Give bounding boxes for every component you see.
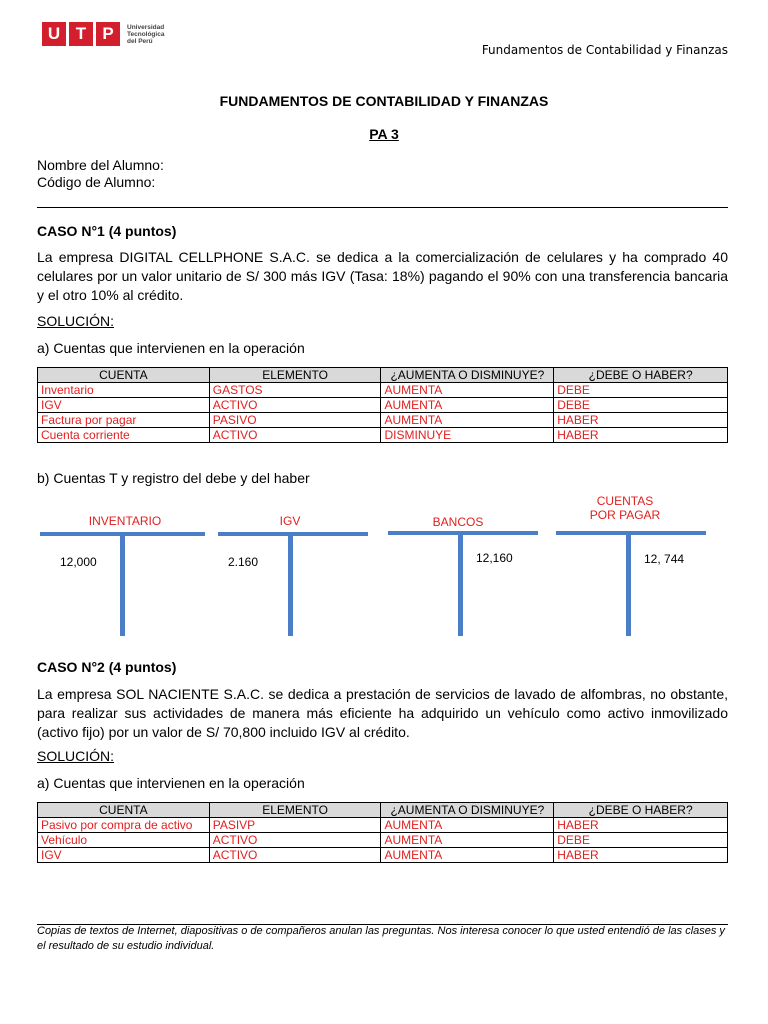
table-row <box>38 383 728 398</box>
case1-accounts-table <box>37 367 728 443</box>
cell-aumenta: AUMENTA <box>381 848 554 863</box>
document-subtitle: PA 3 <box>369 126 399 142</box>
cell-elemento: PASIVO <box>209 413 381 428</box>
t-account-bar <box>388 531 538 535</box>
table-row <box>38 428 728 443</box>
header-cuenta: CUENTA <box>38 368 210 383</box>
cell-aumenta: AUMENTA <box>381 383 554 398</box>
cell-elemento: ACTIVO <box>209 428 381 443</box>
case1-part-a: a) Cuentas que intervienen en la operación <box>37 340 305 356</box>
case2-solution-label: SOLUCIÓN: <box>37 748 115 764</box>
t-account-debit-value: 2.160 <box>228 555 259 569</box>
cell-debe-haber: DEBE <box>554 833 728 848</box>
document-title: FUNDAMENTOS DE CONTABILIDAD Y FINANZAS <box>219 93 549 109</box>
cell-aumenta: AUMENTA <box>381 818 554 833</box>
divider <box>37 207 728 208</box>
table-header-row <box>38 803 728 818</box>
case1-text: La empresa DIGITAL CELLPHONE S.A.C. se dedica a la comercialización de celulares y ha comprado 40 celulares por un valor unitario de S/ 300 más IGV (Tasa: 18%) pagando el 90% con una transferencia bancaria y el otro 10% al crédito. <box>37 249 728 303</box>
header-cuenta: CUENTA <box>38 803 210 818</box>
case2-part-a: a) Cuentas que intervienen en la operación <box>37 775 305 791</box>
cell-cuenta: Pasivo por compra de activo <box>38 818 210 833</box>
cell-cuenta: Inventario <box>38 383 210 398</box>
t-account-stem <box>288 532 293 636</box>
case2-title: CASO N°2 (4 puntos) <box>37 659 177 675</box>
cell-elemento: ACTIVO <box>209 398 381 413</box>
t-account-bar <box>556 531 706 535</box>
cell-debe-haber: HABER <box>554 413 728 428</box>
t-account-debit-value: 12,000 <box>60 555 97 569</box>
header-aumenta: ¿AUMENTA O DISMINUYE? <box>381 803 554 818</box>
logo-letter-t: T <box>69 22 93 46</box>
cell-cuenta: Cuenta corriente <box>38 428 210 443</box>
utp-logo <box>42 22 164 46</box>
cell-aumenta: AUMENTA <box>381 833 554 848</box>
t-account-credit-value: 12, 744 <box>644 552 685 566</box>
table-row <box>38 398 728 413</box>
case2-text: La empresa SOL NACIENTE S.A.C. se dedica a prestación de servicios de lavado de alfombras, no obstante, para realizar sus actividades de manera más eficiente ha adquirido un vehículo como activo inmovilizado (activo fijo) por un valor de S/ 70,800 incluido IGV al crédito. <box>37 686 728 740</box>
t-account-title: IGV <box>279 514 301 528</box>
cell-elemento: PASIVP <box>209 818 381 833</box>
case2-accounts-table <box>37 802 728 863</box>
header-elemento: ELEMENTO <box>209 803 381 818</box>
t-account-title: BANCOS <box>432 515 484 529</box>
table-row <box>38 413 728 428</box>
case1-title: CASO N°1 (4 puntos) <box>37 223 177 239</box>
t-account-stem <box>626 531 631 636</box>
cell-elemento: GASTOS <box>209 383 381 398</box>
header-debe-haber: ¿DEBE O HABER? <box>554 368 728 383</box>
table-header-row <box>38 368 728 383</box>
logo-letter-u: U <box>42 22 66 46</box>
table-row <box>38 833 728 848</box>
logo-letter-p: P <box>96 22 120 46</box>
cell-elemento: ACTIVO <box>209 848 381 863</box>
case1-part-b: b) Cuentas T y registro del debe y del haber <box>37 470 310 486</box>
cell-debe-haber: HABER <box>554 818 728 833</box>
student-name-label: Nombre del Alumno: <box>37 157 164 173</box>
footer-note: Copias de textos de Internet, diapositivas o de compañeros anulan las preguntas. Nos interesa conocer lo que usted entendió de las clases y el resultado de su estudio individual. <box>37 925 725 952</box>
cell-debe-haber: HABER <box>554 428 728 443</box>
t-account-stem <box>458 531 463 636</box>
cell-cuenta: IGV <box>38 848 210 863</box>
cell-debe-haber: DEBE <box>554 383 728 398</box>
t-account-stem <box>120 532 125 636</box>
case1-solution-label: SOLUCIÓN: <box>37 313 115 329</box>
t-account-bar <box>218 532 368 536</box>
cell-debe-haber: DEBE <box>554 398 728 413</box>
header-elemento: ELEMENTO <box>209 368 381 383</box>
cell-cuenta: Factura por pagar <box>38 413 210 428</box>
cell-aumenta: DISMINUYE <box>381 428 554 443</box>
t-account-credit-value: 12,160 <box>476 551 513 565</box>
t-account-title: CUENTAS POR PAGAR <box>589 494 661 522</box>
logo-text: Universidad Tecnológica del Perú <box>127 23 165 45</box>
cell-cuenta: Vehículo <box>38 833 210 848</box>
table-row <box>38 848 728 863</box>
header-aumenta: ¿AUMENTA O DISMINUYE? <box>381 368 554 383</box>
course-header: Fundamentos de Contabilidad y Finanzas <box>481 43 728 57</box>
t-account-title: INVENTARIO <box>88 514 162 528</box>
cell-aumenta: AUMENTA <box>381 413 554 428</box>
cell-aumenta: AUMENTA <box>381 398 554 413</box>
table-row <box>38 818 728 833</box>
cell-elemento: ACTIVO <box>209 833 381 848</box>
cell-cuenta: IGV <box>38 398 210 413</box>
header-debe-haber: ¿DEBE O HABER? <box>554 803 728 818</box>
student-code-label: Código de Alumno: <box>37 174 156 190</box>
cell-debe-haber: HABER <box>554 848 728 863</box>
